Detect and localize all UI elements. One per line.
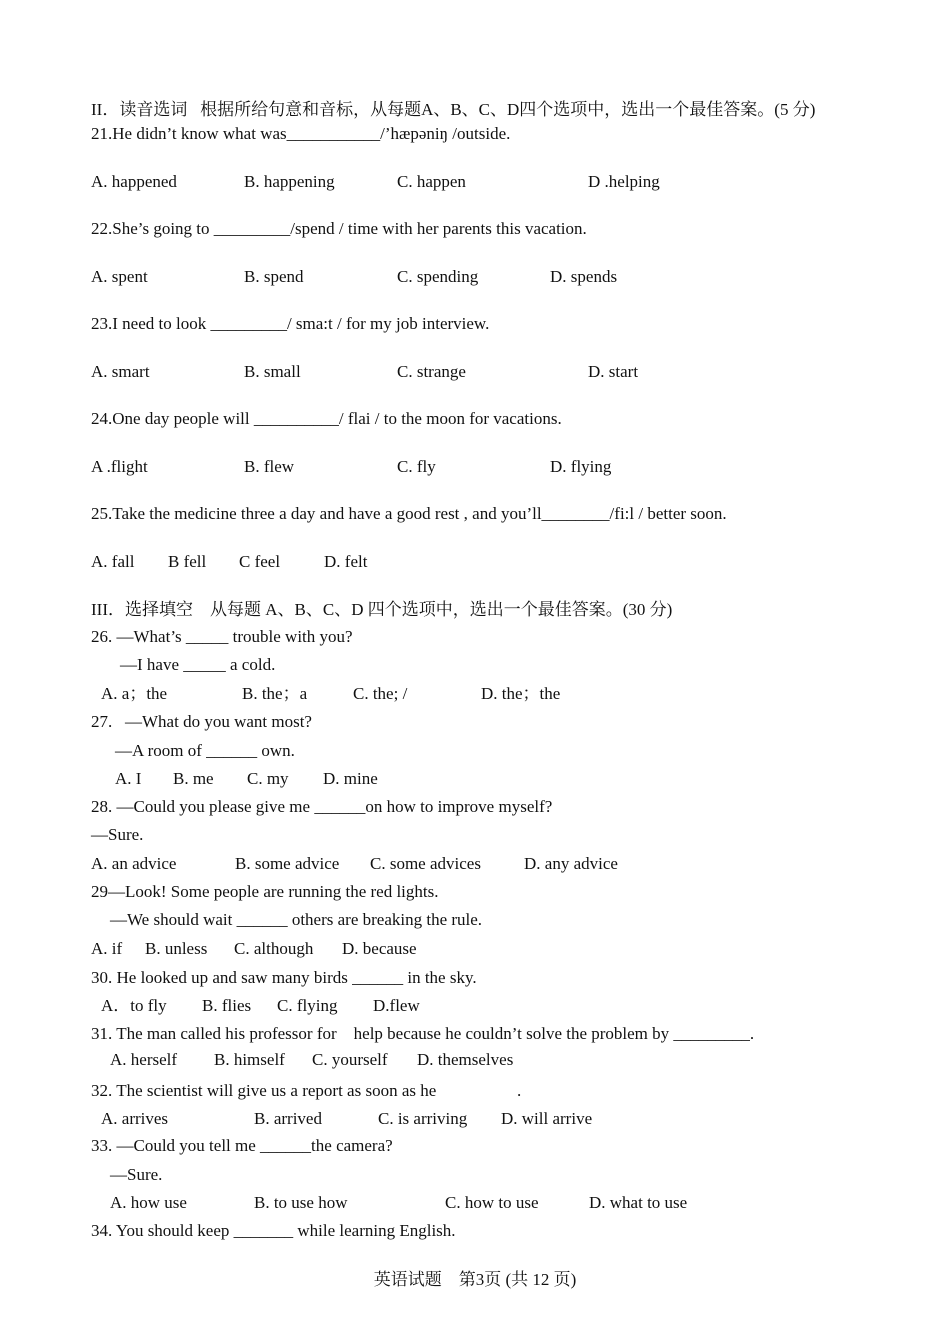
q29-option-c: C. although: [234, 939, 314, 958]
page-footer: 英语试题 第3页 (共 12 页): [373, 1270, 577, 1289]
q21-option-c: C. happen: [397, 172, 466, 191]
q26-line2: —I have _____ a cold.: [120, 655, 276, 674]
q26-option-a: A. a；the: [101, 684, 168, 703]
q27-option-d: D. mine: [323, 769, 378, 788]
q31-option-d: D. themselves: [417, 1050, 514, 1069]
q34-line1: 34. You should keep _______ while learning English.: [91, 1221, 456, 1240]
q23-option-d: D. start: [588, 362, 639, 381]
q28-option-b: B. some advice: [235, 854, 340, 873]
q23-option-c: C. strange: [397, 362, 466, 381]
q29-option-a: A. if: [91, 939, 123, 958]
q24-option-d: D. flying: [550, 457, 612, 476]
q22-option-a: A. spent: [91, 267, 148, 286]
q33-option-a: A. how use: [110, 1193, 187, 1212]
q21-option-d: D .helping: [588, 172, 660, 191]
q27-option-b: B. me: [173, 769, 214, 788]
q27-option-a: A. I: [115, 769, 142, 788]
q27-line2: —A room of ______ own.: [115, 741, 295, 760]
q24-stem: 24.One day people will __________/ flai / to the moon for vacations.: [91, 409, 562, 428]
q30-option-a: A．to fly: [101, 996, 167, 1015]
q22-option-b: B. spend: [244, 267, 304, 286]
q21-stem: 21.He didn’t know what was___________/’hæpəniŋ /outside.: [91, 124, 511, 143]
q25-option-b: B fell: [168, 552, 207, 571]
q33-line2: —Sure.: [110, 1165, 163, 1184]
q30-option-c: C. flying: [277, 996, 338, 1015]
q26-option-d: D. the；the: [481, 684, 561, 703]
q26-option-b: B. the；a: [242, 684, 308, 703]
q33-option-b: B. to use how: [254, 1193, 348, 1212]
q29-option-d: D. because: [342, 939, 417, 958]
q22-option-c: C. spending: [397, 267, 479, 286]
q28-option-d: D. any advice: [524, 854, 618, 873]
q28-line2: —Sure.: [91, 825, 144, 844]
q23-stem: 23.I need to look _________/ sma:t / for my job interview.: [91, 314, 490, 333]
q26-option-c: C. the; /: [353, 684, 408, 703]
q30-option-d: D.flew: [373, 996, 420, 1015]
q27-line1: 27. —What do you want most?: [91, 712, 312, 731]
q25-option-a: A. fall: [91, 552, 135, 571]
section-3-header: III．选择填空 从每题 A、B、C、D 四个选项中，选出一个最佳答案。(30 分): [91, 600, 673, 619]
q22-stem: 22.She’s going to _________/spend / time with her parents this vacation.: [91, 219, 587, 238]
q22-option-d: D. spends: [550, 267, 618, 286]
q28-line1: 28. —Could you please give me ______on how to improve myself?: [91, 797, 553, 816]
q21-option-b: B. happening: [244, 172, 335, 191]
q24-option-c: C. fly: [397, 457, 436, 476]
q21-option-a: A. happened: [91, 172, 177, 191]
q31-line1: 31. The man called his professor for help because he couldn’t solve the problem by _________.: [91, 1024, 755, 1043]
q32-option-a: A. arrives: [101, 1109, 169, 1128]
q24-option-a: A .flight: [91, 457, 148, 476]
q30-line1: 30. He looked up and saw many birds ______ in the sky.: [91, 968, 477, 987]
q26-line1: 26. —What’s _____ trouble with you?: [91, 627, 353, 646]
q29-line1: 29—Look! Some people are running the red lights.: [91, 882, 439, 901]
q33-option-d: D. what to use: [589, 1193, 688, 1212]
q25-option-c: C feel: [239, 552, 281, 571]
q31-option-a: A. herself: [110, 1050, 178, 1069]
q25-option-d: D. felt: [324, 552, 368, 571]
q32-line1: 32. The scientist will give us a report as soon as he .: [91, 1081, 522, 1100]
q23-option-a: A. smart: [91, 362, 150, 381]
q33-line1: 33. —Could you tell me ______the camera?: [91, 1136, 393, 1155]
q31-option-c: C. yourself: [312, 1050, 388, 1069]
q24-option-b: B. flew: [244, 457, 295, 476]
q31-option-b: B. himself: [214, 1050, 285, 1069]
q32-option-c: C. is arriving: [378, 1109, 468, 1128]
q29-option-b: B. unless: [145, 939, 208, 958]
q28-option-c: C. some advices: [370, 854, 481, 873]
q28-option-a: A. an advice: [91, 854, 177, 873]
q29-line2: —We should wait ______ others are breaking the rule.: [110, 910, 483, 929]
section-2-header: II．读音选词 根据所给句意和音标，从每题A、B、C、D四个选项中，选出一个最佳答案。(5 分): [91, 100, 816, 119]
q33-option-c: C. how to use: [445, 1193, 539, 1212]
q30-option-b: B. flies: [202, 996, 252, 1015]
q27-option-c: C. my: [247, 769, 289, 788]
q32-option-d: D. will arrive: [501, 1109, 593, 1128]
q32-option-b: B. arrived: [254, 1109, 322, 1128]
q23-option-b: B. small: [244, 362, 301, 381]
q25-stem: 25.Take the medicine three a day and have a good rest , and you’ll________/fi:l / better soon.: [91, 504, 727, 523]
